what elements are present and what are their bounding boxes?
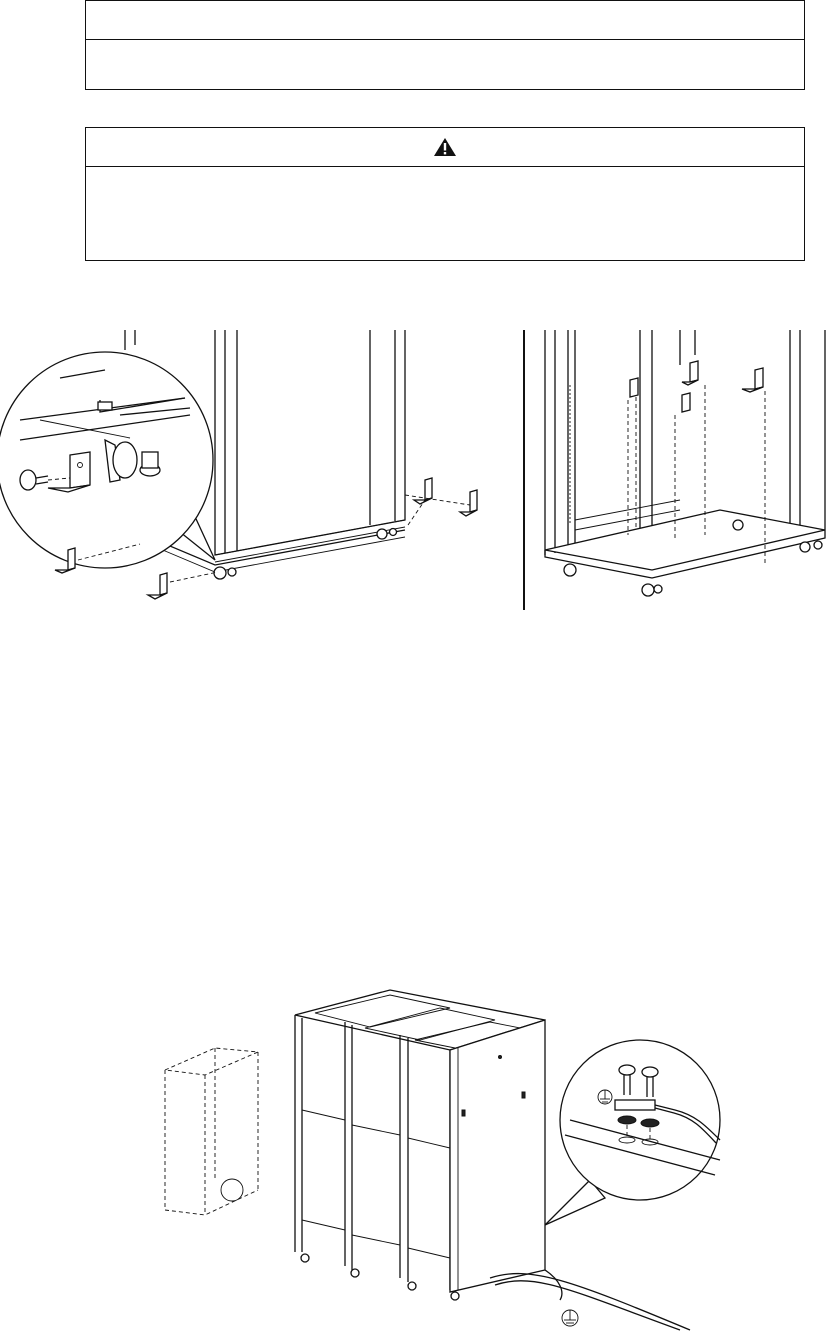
detail-callout xyxy=(0,352,215,568)
warning-box xyxy=(85,127,805,261)
note-box xyxy=(85,0,805,90)
warning-header xyxy=(86,128,804,167)
figure-stabilizer-install xyxy=(0,320,520,620)
figure-grounding xyxy=(150,980,830,1330)
rack-row xyxy=(295,990,545,1300)
cabinet-frame-drawing xyxy=(545,330,825,596)
ground-cable xyxy=(490,1270,690,1330)
figure-bracket-alignment xyxy=(530,325,830,615)
warning-triangle-icon xyxy=(433,137,457,157)
phantom-cabinet xyxy=(165,1048,258,1215)
grounding-detail-callout xyxy=(545,1040,720,1225)
note-header xyxy=(86,1,804,40)
figure-divider xyxy=(523,330,525,610)
